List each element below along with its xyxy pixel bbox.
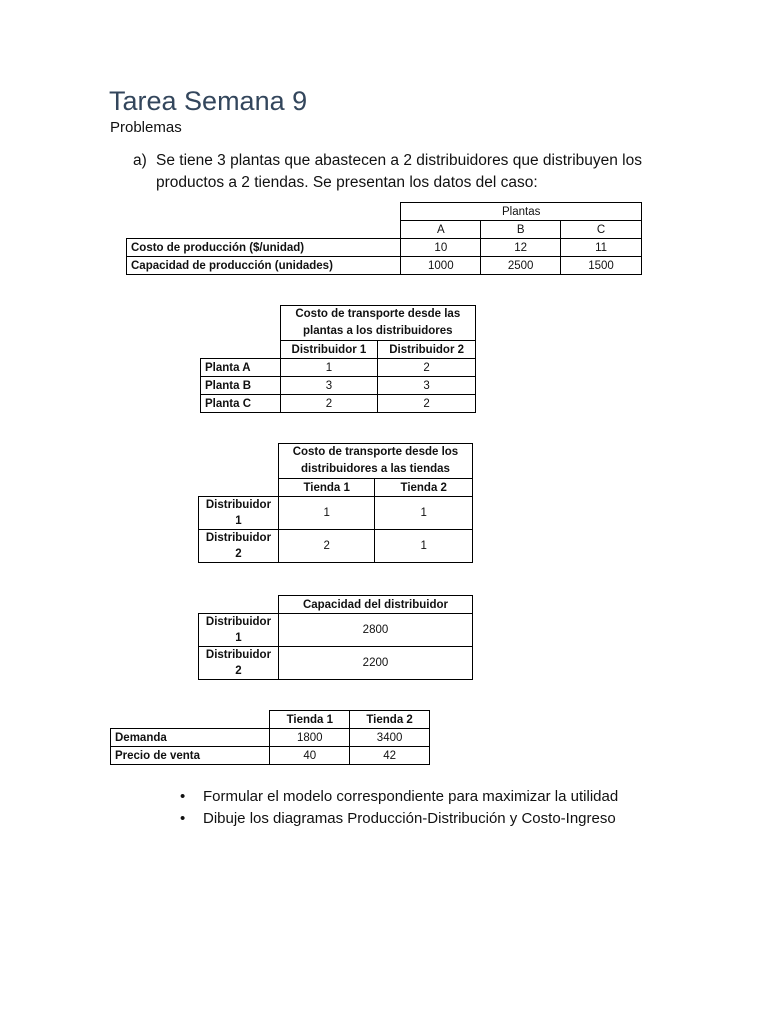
cell-value: 12 [481,239,561,257]
transport-header: Costo de transporte desde las plantas a los distribuidores [280,306,475,341]
table-plant-costs [126,202,642,275]
cell-value: 1500 [561,257,642,275]
cell-value: 3 [378,377,476,395]
plantas-header: Plantas [401,203,642,221]
table-row [199,530,473,563]
cell-value: 1 [280,359,378,377]
table-row [199,497,473,530]
col-header: Tienda 1 [278,479,375,497]
problem-statement [133,150,673,194]
table-row [201,359,476,377]
row-label: Planta A [201,359,281,377]
table-distributor-transport [198,443,473,563]
cell-value: 2 [278,530,375,563]
list-item [180,808,660,830]
cell-value: 1 [278,497,375,530]
cell-value: 2800 [278,614,472,647]
cell-value: 1 [375,530,473,563]
col-header: Distribuidor 1 [280,341,378,359]
row-label: Capacidad de producción (unidades) [127,257,401,275]
table-row [199,647,473,680]
table-row [199,614,473,647]
col-header: C [561,221,642,239]
bullet-icon: • [180,788,186,805]
cell-value: 40 [270,747,350,765]
list-item-text: Formular el modelo correspondiente para maximizar la utilidad [203,788,619,805]
problem-label: a) [133,152,147,169]
table-row [201,377,476,395]
task-list [180,786,660,830]
page-title: Tarea Semana 9 [109,86,308,116]
cell-value: 2 [378,395,476,413]
col-header: A [401,221,481,239]
table-row [201,395,476,413]
cell-value: 2200 [278,647,472,680]
row-label: Costo de producción ($/unidad) [127,239,401,257]
transport-header: Costo de transporte desde los distribuidores a las tiendas [278,444,472,479]
row-label: Distribuidor 1 [199,614,279,647]
cell-value: 2 [280,395,378,413]
col-header: Tienda 1 [270,711,350,729]
bullet-icon: • [180,810,186,827]
col-header: Tienda 2 [375,479,473,497]
cell-value: 1000 [401,257,481,275]
table-row [111,747,430,765]
cell-value: 42 [350,747,430,765]
row-label: Planta B [201,377,281,395]
table-store-demand [110,710,430,765]
section-subtitle: Problemas [110,119,182,136]
list-item-text: Dibuje los diagramas Producción-Distribución y Costo-Ingreso [203,810,616,827]
problem-text: Se tiene 3 plantas que abastecen a 2 distribuidores que distribuyen los productos a 2 tiendas. Se presentan los datos del caso: [156,152,642,191]
table-plant-transport [200,305,476,413]
row-label: Planta C [201,395,281,413]
row-label: Demanda [111,729,270,747]
cell-value: 11 [561,239,642,257]
capacity-header: Capacidad del distribuidor [278,596,472,614]
col-header: Tienda 2 [350,711,430,729]
row-label: Distribuidor 1 [199,497,279,530]
cell-value: 3400 [350,729,430,747]
cell-value: 2500 [481,257,561,275]
cell-value: 2 [378,359,476,377]
table-row [127,239,642,257]
row-label: Distribuidor 2 [199,647,279,680]
row-label: Distribuidor 2 [199,530,279,563]
cell-value: 10 [401,239,481,257]
table-row [127,257,642,275]
col-header: B [481,221,561,239]
cell-value: 1800 [270,729,350,747]
row-label: Precio de venta [111,747,270,765]
cell-value: 1 [375,497,473,530]
col-header: Distribuidor 2 [378,341,476,359]
list-item [180,786,660,808]
cell-value: 3 [280,377,378,395]
table-row [111,729,430,747]
table-distributor-capacity [198,595,473,680]
